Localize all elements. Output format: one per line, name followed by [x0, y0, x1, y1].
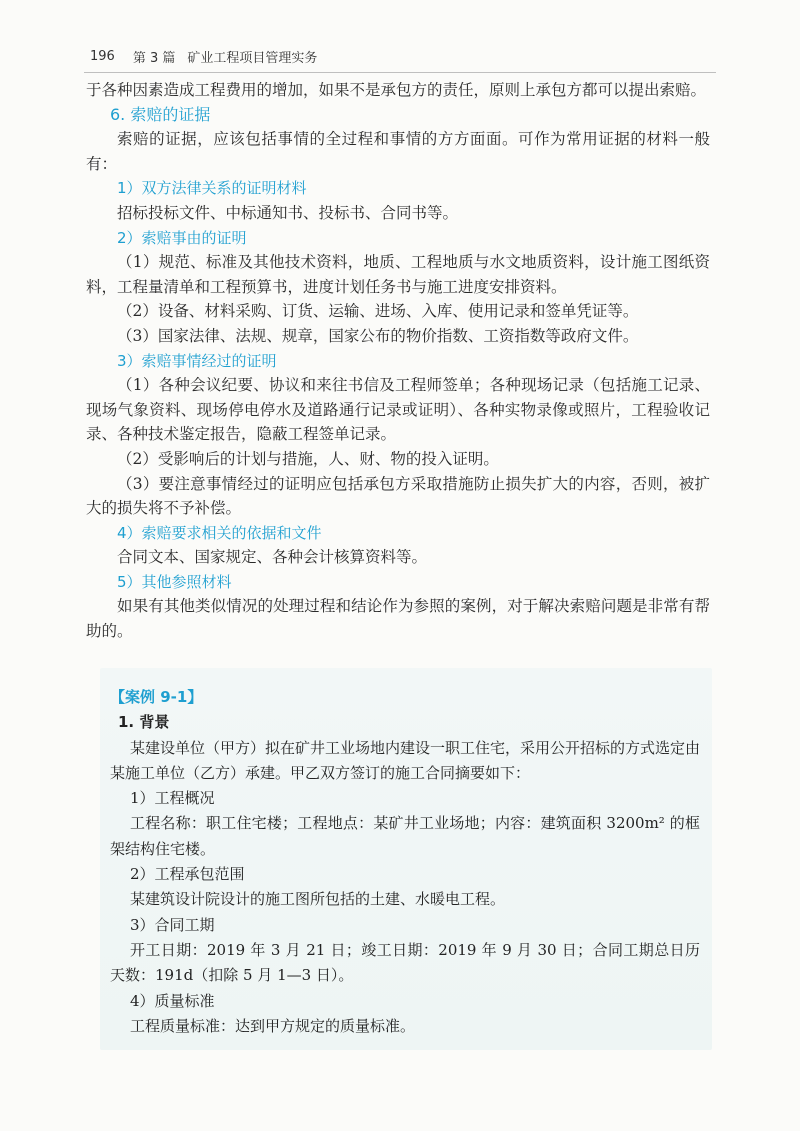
subtext-1: 招标投标文件、中标通知书、投标书、合同书等。: [117, 203, 459, 222]
case-item-heading: 3）合同工期: [130, 915, 215, 934]
subheading-2: 2）索赔事由的证明: [117, 228, 247, 247]
list-item: （1）规范、标准及其他技术资料，地质、工程地质与水文地质资料，设计施工图纸资料，工程量清单和工程预算书，进度计划任务书与施工进度安排资料。: [86, 253, 710, 296]
page-header: [90, 44, 710, 68]
case-intro: 某建设单位（甲方）拟在矿井工业场地内建设一职工住宅，采用公开招标的方式选定由某施工单位（乙方）承建。甲乙双方签订的施工合同摘要如下：: [110, 738, 701, 782]
subtext-5: 如果有其他类似情况的处理过程和结论作为参照的案例，对于解决索赔问题是非常有帮助的。: [86, 597, 710, 641]
subheading-4: 4）索赔要求相关的依据和文件: [117, 523, 322, 542]
case-item-heading: 1）工程概况: [130, 789, 215, 808]
header-divider: [84, 72, 716, 73]
running-title: 矿业工程项目管理实务: [187, 50, 318, 66]
case-item-text: 工程质量标准：达到甲方规定的质量标准。: [130, 1016, 416, 1035]
case-item-heading: 4）质量标准: [130, 991, 215, 1010]
case-content: [110, 685, 700, 1039]
main-text: [86, 78, 710, 644]
case-item-text: 工程名称：职工住宅楼；工程地点：某矿井工业场地；内容：建筑面积 3200m² 的框架结构住宅楼。: [110, 814, 700, 858]
list-item: （2）设备、材料采购、订货、运输、进场、入库、使用记录和签单凭证等。: [117, 302, 639, 321]
case-item-text: 某建筑设计院设计的施工图所包括的土建、水暖电工程。: [130, 890, 506, 909]
case-item-text: 开工日期：2019 年 3 月 21 日；竣工日期：2019 年 9 月 30 日；合同工期总日历天数：191d（扣除 5 月 1—3 日）。: [110, 940, 700, 985]
list-item: （1）各种会议纪要、协议和来往书信及工程师签单；各种现场记录（包括施工记录、现场气象资料、现场停电停水及道路通行记录或证明）、各种实物录像或照片，工程验收记录、各种技术鉴定报告，隐蔽工程签单记录。: [86, 376, 710, 444]
case-title: 【案例 9-1】: [110, 688, 203, 706]
case-item-heading: 2）工程承包范围: [130, 865, 245, 884]
page-number: 196: [90, 48, 115, 64]
subtext-4: 合同文本、国家规定、各种会计核算资料等。: [117, 548, 428, 567]
list-item: （3）国家法律、法规、规章，国家公布的物价指数、工资指数等政府文件。: [117, 326, 639, 345]
list-item: （2）受影响后的计划与措施，人、财、物的投入证明。: [117, 449, 499, 468]
subheading-5: 5）其他参照材料: [117, 572, 232, 591]
section-intro: 索赔的证据，应该包括事情的全过程和事情的方方面面。可作为常用证据的材料一般有：: [86, 130, 710, 173]
subheading-3: 3）索赔事情经过的证明: [117, 351, 277, 370]
chapter-label: 第 3 篇: [132, 50, 176, 66]
list-item: （3）要注意事情经过的证明应包括承包方采取措施防止损失扩大的内容，否则，被扩大的损失将不予补偿。: [86, 474, 710, 518]
paragraph-continued: 于各种因素造成工程费用的增加，如果不是承包方的责任，原则上承包方都可以提出索赔。: [86, 81, 707, 99]
case-background-heading: 1. 背景: [118, 713, 170, 732]
subheading-1: 1）双方法律关系的证明材料: [117, 179, 307, 198]
section-heading: 6. 索赔的证据: [110, 104, 211, 124]
